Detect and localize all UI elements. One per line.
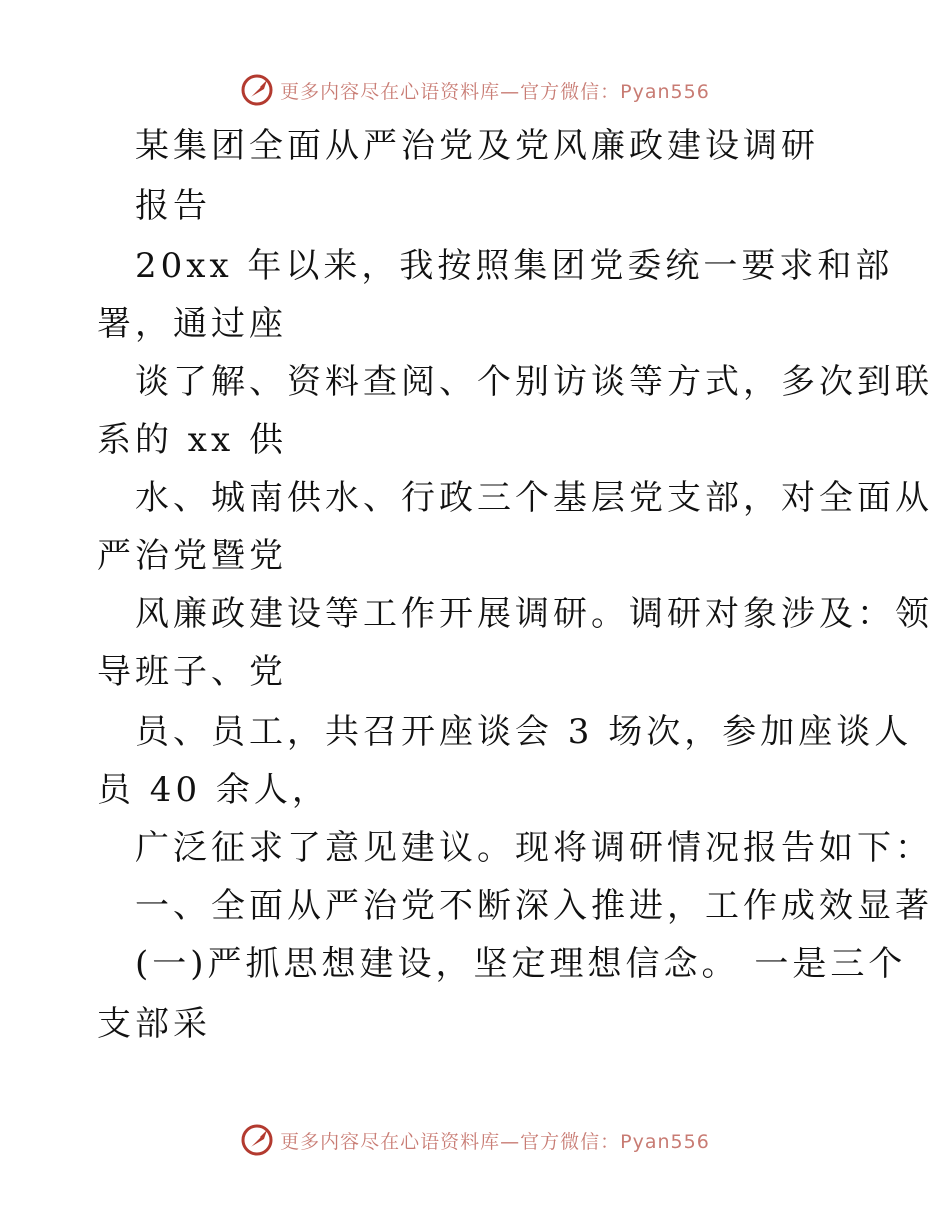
- paragraph-line: 谈了解、资料查阅、个别访谈等方式，多次到联: [135, 362, 933, 402]
- paragraph-line: 支部采: [97, 1004, 211, 1044]
- document-title-line-1: 某集团全面从严治党及党风廉政建设调研: [135, 126, 819, 166]
- paragraph-line: 导班子、党: [97, 652, 287, 692]
- paragraph-line: 署，通过座: [97, 304, 287, 344]
- document-title-line-2: 报告: [135, 186, 211, 226]
- paragraph-line: 风廉政建设等工作开展调研。调研对象涉及：领: [135, 594, 933, 634]
- paragraph-line: 20xx 年以来，我按照集团党委统一要求和部: [135, 246, 894, 286]
- paragraph-line: 系的 xx 供: [97, 420, 287, 460]
- watermark-text: 更多内容尽在心语资料库—官方微信：Pyan556: [280, 1130, 710, 1153]
- wechat-id: Pyan556: [620, 1130, 710, 1153]
- paragraph-line: 水、城南供水、行政三个基层党支部，对全面从: [135, 478, 933, 518]
- paragraph-line: 员、员工，共召开座谈会 3 场次，参加座谈人: [135, 712, 913, 752]
- section-heading: 一、全面从严治党不断深入推进，工作成效显著: [135, 886, 933, 926]
- watermark-text: 更多内容尽在心语资料库—官方微信：Pyan556: [280, 80, 710, 103]
- quill-logo-icon: [240, 1123, 274, 1157]
- paragraph-line: 严治党暨党: [97, 536, 287, 576]
- wechat-id: Pyan556: [620, 80, 710, 103]
- footer-watermark-banner: [0, 1120, 950, 1160]
- subsection-heading: (一)严抓思想建设，坚定理想信念。 一是三个: [135, 944, 907, 984]
- paragraph-line: 广泛征求了意见建议。现将调研情况报告如下：: [135, 828, 933, 868]
- paragraph-line: 员 40 余人，: [97, 770, 330, 810]
